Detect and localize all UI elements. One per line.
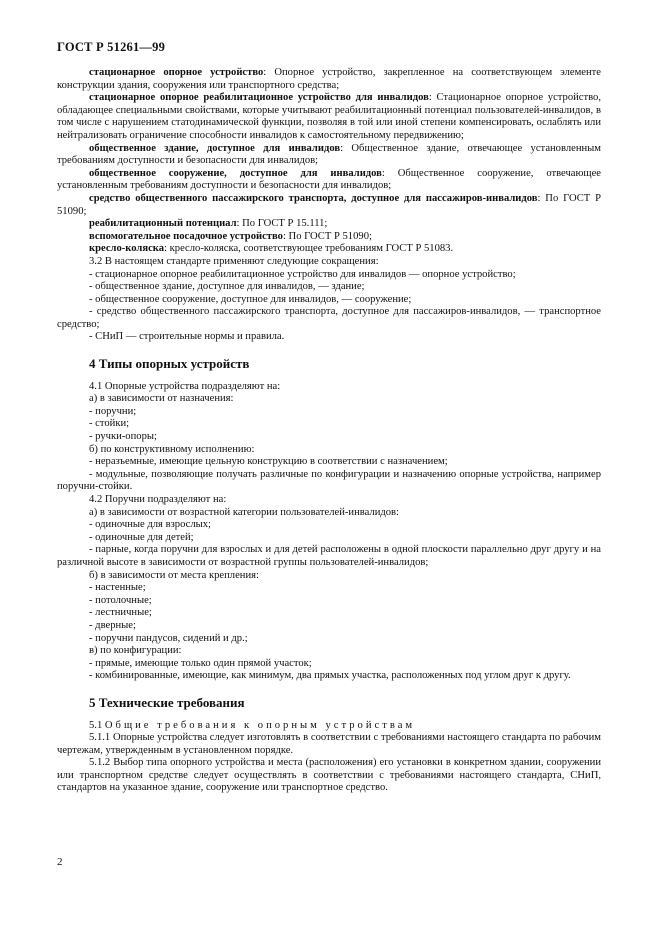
list-item: - общественное сооружение, доступное для инвалидов, — сооружение; — [89, 293, 412, 305]
list-item: - средство общественного пассажирского транспорта, доступное для пассажиров-инвалидов, — транспортное средство; — [57, 306, 601, 330]
definition-text: : кресло-коляска, соответствующее требованиям ГОСТ Р 51083. — [164, 243, 454, 255]
list-item: - стационарное опорное реабилитационное устройство для инвалидов — опорное устройство; — [89, 268, 516, 280]
list-item: - ручки-опоры; — [89, 431, 157, 443]
definition-term: общественное сооружение, доступное для инвалидов — [89, 167, 382, 179]
list-item: - одиночные для детей; — [89, 531, 194, 543]
list-item: - дверные; — [89, 619, 136, 631]
clause-intro: 3.2 В настоящем стандарте применяют следующие сокращения: — [89, 255, 379, 267]
list-item: - комбинированные, имеющие, как минимум, два прямых участка, расположенных под углом друг к другу. — [89, 670, 571, 682]
definition-term: реабилитационный потенциал — [89, 218, 237, 230]
definition-text: : Стационарное опорное устройство, обладающее специальными свойствами, которые учитывают реабилитационный потенциал пользователей-инвалидов, в том числе с нарушением статодинамической функции, позволяя в той или иной степени компенсировать, ослаблять или нейтрализовать ограничение способности инвалидов к самостоятельному передвижению; — [57, 92, 601, 141]
list-item: - поручни пандусов, сидений и др.; — [89, 632, 248, 644]
list-item: - настенные; — [89, 582, 146, 594]
section-4-body — [57, 381, 601, 683]
list-item: - неразъемные, имеющие цельную конструкцию в соответствии с назначением; — [89, 456, 448, 468]
list-item: - стойки; — [89, 418, 130, 430]
paragraph: 5.1.1 Опорные устройства следует изготовлять в соответствии с требованиями настоящего стандарта по рабочим чертежам, утвержденным в установленном порядке. — [57, 732, 601, 756]
list-item: б) в зависимости от места крепления: — [89, 569, 259, 581]
definition-term: средство общественного пассажирского транспорта, доступное для пассажиров-инвалидов — [89, 192, 538, 204]
definition-text: : По ГОСТ Р 51090; — [57, 192, 601, 217]
document-body — [57, 67, 601, 795]
definition-text: : Опорное устройство, закрепленное на соответствующем элементе конструкции здания, сооружения или транспортного средства; — [57, 67, 601, 91]
subsection-name: Общие требования к опорным устройствам — [104, 719, 416, 731]
list-item: в) по конфигурации: — [89, 645, 182, 657]
section-5-body — [57, 720, 601, 796]
definition-item — [57, 231, 601, 244]
section-4-heading: 4 Типы опорных устройств — [89, 356, 250, 372]
definition-term: стационарное опорное устройство — [89, 67, 264, 78]
definition-text: : По ГОСТ Р 51090; — [282, 230, 372, 242]
definition-text: : По ГОСТ Р 15.111; — [236, 218, 328, 230]
definition-text: : Общественное сооружение, отвечающее установленным требованиям доступности и безопасности для инвалидов; — [57, 167, 601, 192]
list-item: 4.1 Опорные устройства подразделяют на: — [89, 380, 281, 392]
definition-item — [57, 143, 601, 168]
definition-term: вспомогательное посадочное устройство — [89, 230, 283, 242]
list-item: - парные, когда поручни для взрослых и для детей расположены в одной плоскости параллельно друг другу и на различной высоте в зависимости от возрастной группы пользователей-инвалидов; — [57, 544, 601, 568]
definition-term: общественное здание, доступное для инвалидов — [89, 142, 341, 154]
definition-item — [57, 168, 601, 193]
definition-item — [57, 67, 601, 92]
list-item: - общественное здание, доступное для инвалидов, — здание; — [89, 281, 365, 293]
subsection-title — [57, 720, 601, 733]
list-item: - модульные, позволяющие получать различные по конфигурации и назначению опорные устройства, например поручни-стойки. — [57, 468, 601, 493]
list-item: - СНиП — строительные нормы и правила. — [89, 331, 285, 343]
paragraph: 5.1.2 Выбор типа опорного устройства и места (расположения) его установки в конкретном здании, сооружении или транспортном средстве следует осуществлять в соответствии с требованиями настоящего стандарта, СНиП, стандартов на указанное здание, сооружение или транспортное средство. — [57, 757, 601, 794]
list-item: - одиночные для взрослых; — [89, 519, 211, 531]
list-item: - прямые, имеющие только один прямой участок; — [89, 657, 312, 669]
page-header-title: ГОСТ Р 51261—99 — [57, 40, 166, 54]
list-item: - лестничные; — [89, 607, 152, 619]
section-5-heading: 5 Технические требования — [89, 694, 245, 710]
list-item: - поручни; — [89, 405, 137, 417]
definition-item — [57, 193, 601, 218]
list-item: 4.2 Поручни подразделяют на: — [89, 494, 227, 505]
page-number: 2 — [57, 856, 63, 868]
list-item: - потолочные; — [89, 594, 152, 606]
abbreviations-clause — [57, 256, 601, 344]
subsection-number: 5.1 — [89, 719, 103, 731]
definition-text: : Общественное здание, отвечающее установленным требованиям доступности и безопасности для инвалидов; — [57, 142, 601, 167]
list-item: б) по конструктивному исполнению: — [89, 443, 255, 455]
definition-item — [57, 243, 601, 256]
definition-item — [57, 218, 601, 231]
definition-term: кресло-коляска — [89, 243, 165, 255]
list-item: а) в зависимости от возрастной категории пользователей-инвалидов: — [89, 506, 399, 518]
definition-item — [57, 92, 601, 142]
list-item: а) в зависимости от назначения: — [89, 393, 234, 405]
definition-term: стационарное опорное реабилитационное устройство для инвалидов — [89, 92, 429, 104]
definitions-list — [57, 67, 601, 256]
